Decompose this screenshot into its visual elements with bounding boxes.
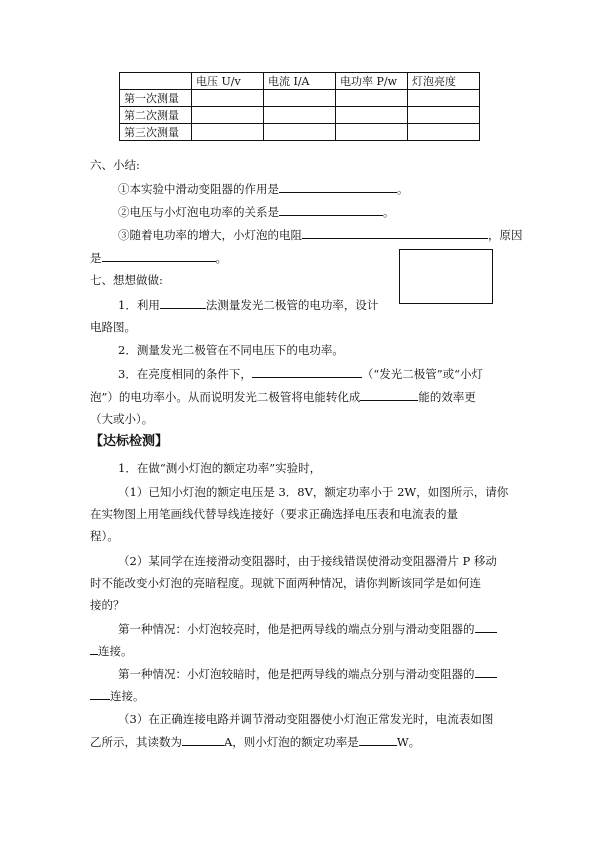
test-case2-text: 连接。 <box>110 689 145 703</box>
summary-item-1-text: ①本实验中滑动变阻器的作用是 <box>118 182 279 196</box>
test-case1-text: 第一种情况：小灯泡较亮时，他是把两导线的端点分别与滑动变阻器的 <box>118 622 475 636</box>
summary-item-1 <box>118 180 409 197</box>
summary-item-2 <box>118 203 395 220</box>
answer-blank[interactable] <box>279 203 383 216</box>
answer-blank[interactable] <box>360 388 418 401</box>
table-cell <box>264 107 336 124</box>
think-heading: 七、想想做做: <box>90 273 163 287</box>
test-p1-line1: （1）已知小灯泡的额定电压是 3．8V，额定功率小于 2W，如图所示，请你 <box>118 485 509 499</box>
think-q3-end: （大或小）。 <box>90 412 154 426</box>
circuit-diagram-box[interactable] <box>399 249 493 304</box>
table-row <box>120 124 480 141</box>
test-case2 <box>118 665 497 682</box>
table-cell <box>408 124 480 141</box>
think-q3-cont <box>90 388 476 405</box>
table-header-cell: 电功率 P/w <box>336 73 408 90</box>
think-q2: 2．测量发光二极管在不同电压下的电功率。 <box>118 343 344 357</box>
test-p3-line1: （3）在正确连接电路并调节滑动变阻器使小灯泡正常发光时，电流表如图 <box>118 712 494 726</box>
summary-item-3 <box>118 226 523 243</box>
table-cell <box>336 90 408 107</box>
answer-blank[interactable] <box>252 365 362 378</box>
answer-blank[interactable] <box>279 180 397 193</box>
test-p3-text: W。 <box>396 735 421 749</box>
period: 。 <box>215 251 227 265</box>
think-q3-text: （“发光二极管”或“小灯 <box>361 367 483 381</box>
answer-blank[interactable] <box>359 733 397 746</box>
table-header-cell: 电流 I/A <box>264 73 336 90</box>
test-p3-text: A，则小灯泡的额定功率是 <box>224 735 359 749</box>
answer-blank[interactable] <box>90 687 110 700</box>
think-q3-text: 泡”）的电功率小。从而说明发光二极管将电能转化成 <box>90 390 361 404</box>
test-heading: 【达标检测】 <box>90 434 169 449</box>
table-cell <box>192 107 264 124</box>
table-row <box>120 107 480 124</box>
table-cell <box>192 124 264 141</box>
think-q1-cont: 电路图。 <box>90 320 136 334</box>
table-header-cell <box>120 73 192 90</box>
test-case1 <box>118 620 497 637</box>
summary-heading: 六、小结: <box>90 158 140 172</box>
table-header-cell: 电压 U/v <box>192 73 264 90</box>
test-case1-text: 连接。 <box>98 644 133 658</box>
answer-blank[interactable] <box>102 249 216 262</box>
answer-blank[interactable] <box>475 620 497 633</box>
think-q3 <box>118 365 483 382</box>
answer-blank[interactable] <box>160 296 206 309</box>
table-cell: 第一次测量 <box>120 90 192 107</box>
summary-item-3-text: ，原因 <box>488 228 523 242</box>
table-cell <box>408 107 480 124</box>
period: 。 <box>397 182 409 196</box>
table-row <box>120 90 480 107</box>
measurement-table <box>119 72 480 141</box>
test-q1: 1．在做“测小灯泡的额定功率”实验时， <box>118 461 322 475</box>
table-cell <box>336 124 408 141</box>
answer-blank[interactable] <box>90 642 98 655</box>
summary-item-2-text: ②电压与小灯泡电功率的关系是 <box>118 205 279 219</box>
answer-blank[interactable] <box>475 665 497 678</box>
table-cell: 第二次测量 <box>120 107 192 124</box>
test-p2-line3: 接的？ <box>90 598 125 612</box>
think-q1-text: 法测量发光二极管的电功率，设计 <box>205 298 379 312</box>
table-header-cell: 灯泡亮度 <box>408 73 480 90</box>
test-p1-line3: 程）。 <box>90 529 119 543</box>
test-case2-cont <box>90 687 145 704</box>
think-q1 <box>118 296 378 313</box>
think-q3-text: 3．在亮度相同的条件下， <box>118 367 252 381</box>
test-case1-cont <box>90 642 133 659</box>
table-cell <box>192 90 264 107</box>
think-q3-text: 能的效率更 <box>418 390 476 404</box>
table-cell <box>408 90 480 107</box>
test-p1-line2: 在实物图上用笔画线代替导线连接好（要求正确选择电压表和电流表的量 <box>90 507 458 521</box>
summary-item-3-text: 是 <box>90 251 102 265</box>
answer-blank[interactable] <box>182 733 224 746</box>
test-p2-line2: 时不能改变小灯泡的亮暗程度。现就下面两种情况，请你判断该同学是如何连 <box>90 576 481 590</box>
table-header-row <box>120 73 480 90</box>
table-cell <box>336 107 408 124</box>
test-p2-line1: （2）某同学在连接滑动变阻器时，由于接线错误使滑动变阻器滑片 P 移动 <box>118 554 497 568</box>
period: 。 <box>383 205 395 219</box>
summary-item-3-cont <box>90 249 227 266</box>
test-case2-text: 第一种情况：小灯泡较暗时，他是把两导线的端点分别与滑动变阻器的 <box>118 667 475 681</box>
answer-blank[interactable] <box>302 226 488 239</box>
test-p3-text: 乙所示，其读数为 <box>90 735 182 749</box>
think-q1-text: 1．利用 <box>118 298 160 312</box>
test-p3-line2 <box>90 733 420 750</box>
table-cell: 第三次测量 <box>120 124 192 141</box>
table-cell <box>264 124 336 141</box>
table-cell <box>264 90 336 107</box>
summary-item-3-text: ③随着电功率的增大，小灯泡的电阻 <box>118 228 302 242</box>
